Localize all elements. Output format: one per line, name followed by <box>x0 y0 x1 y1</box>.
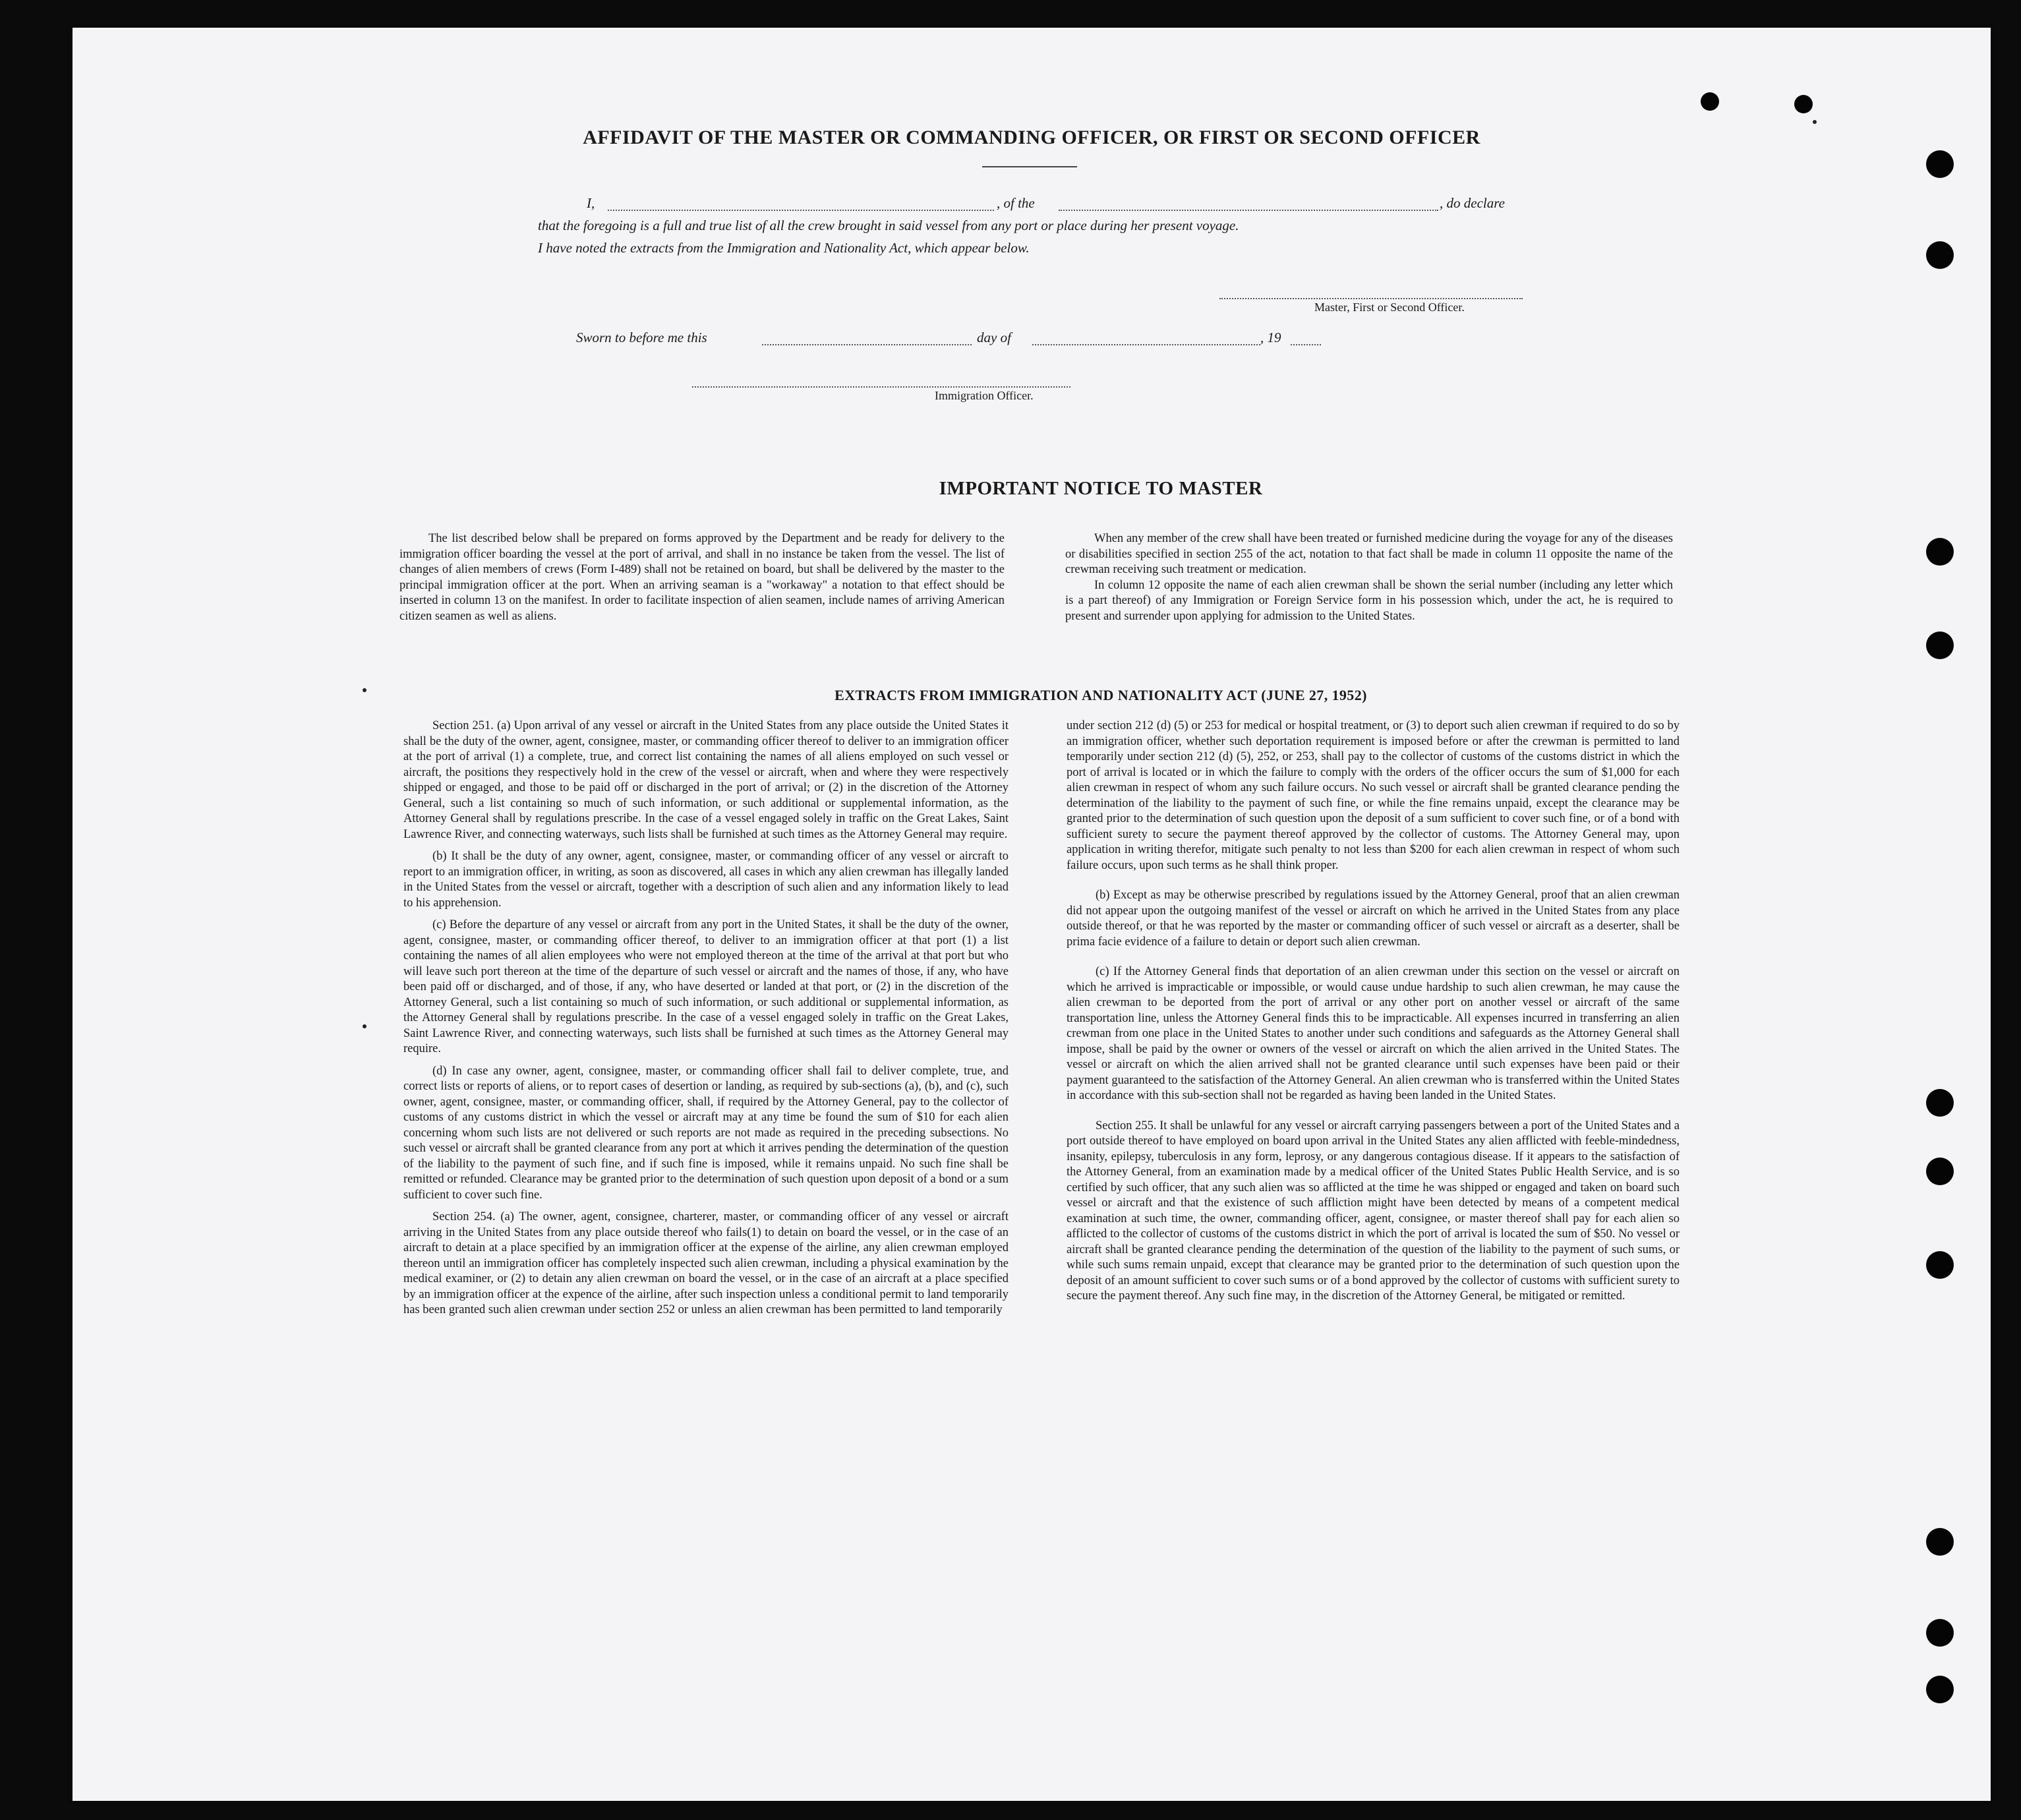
punch-hole <box>1701 92 1719 111</box>
notice-right-paragraph-2: In column 12 opposite the name of each alien crewman shall be shown the serial number (including any letter which is a part thereof) of any Immigration or Foreign Service form in his possession which, under the act, he is required to present and surrender upon applying for admission to the United States. <box>1065 578 1673 623</box>
punch-hole <box>1926 1089 1954 1117</box>
punch-hole <box>1926 241 1954 269</box>
document-page <box>73 28 1991 1801</box>
section-254-a-continued: under section 212 (d) (5) or 253 for medical or hospital treatment, or (3) to deport such alien crewman if required to do so by an immigration officer, whether such deportation requirement is imposed before or after the crewman is permitted to land temporarily under section 212 (d) (5), 252, or 253, shall pay to the collector of customs of the customs district in which the port of arrival is located or in which the failure to comply with the orders of the officer occurs the sum of $1,000 for each alien crewman in respect of whom any such failure occurs. No such vessel or aircraft shall be granted clearance pending the determination of the liability to the payment of such fine, or while the fine remains unpaid, except the clearance may be granted prior to the determination of such question upon the deposit of a sum sufficient to cover such fine, or of a bond with sufficient surety to secure the payment thereof approved by the collector of customs. The Attorney General may, upon application in writing therefor, mitigate such penalty to not less than $200 for each alien crewman in respect of whom such failure occurs, upon such terms as he shall think proper. <box>1067 719 1680 872</box>
section-254-c: (c) If the Attorney General finds that deportation of an alien crewman under this section on the vessel or aircraft on which he arrived is impracticable or impossible, or would cause undue hardship to such alien crewman, he may cause the alien crewman to be deported from the port of arrival or any other port on another vessel or aircraft of the same transportation line, unless the Attorney General finds this to be impracticable. All expenses incurred in transferring an alien crewman from one place in the United States to another under such conditions and safeguards as the Attorney General shall impose, shall be paid by the owner or owners of the vessel or aircraft on which the alien arrived in the United States. The vessel or aircraft on which the alien arrived shall not be granted clearance until such expenses have been paid or their payment guaranteed to the satisfaction of the Attorney General. An alien crewman who is transferred within the United States in accordance with this sub-section shall not be regarded as having been landed in the United States. <box>1067 965 1680 1102</box>
punch-hole <box>1926 1676 1954 1703</box>
punch-hole <box>1926 1528 1954 1556</box>
affidavit-line-2: that the foregoing is a full and true list of all the crew brought in said vessel from any port or place during her present voyage. <box>538 218 1239 233</box>
extracts-left-column <box>403 719 1009 1325</box>
month-blank <box>1032 344 1260 345</box>
year-blank <box>1291 344 1321 345</box>
title-rule <box>982 166 1077 167</box>
affidavit-of-the: , of the <box>997 195 1035 211</box>
master-signature-line <box>1219 298 1523 299</box>
notice-right-column <box>1065 531 1673 631</box>
name-blank <box>608 210 994 211</box>
officer-signature-line <box>692 386 1070 388</box>
affidavit-line-3: I have noted the extracts from the Immigration and Nationality Act, which appear below. <box>538 240 1030 256</box>
notice-left-column <box>399 531 1005 631</box>
speck <box>1813 120 1817 124</box>
notice-right-paragraph-1: When any member of the crew shall have been treated or furnished medicine during the voyage for any of the diseases or disabilities specified in section 255 of the act, notation to that fact shall be made in column 11 opposite the name of the crewman receiving such treatment or medication. <box>1065 532 1673 576</box>
section-251-b: (b) It shall be the duty of any owner, agent, consignee, master, or commanding officer of any vessel or aircraft to report to an immigration officer, in writing, as soon as discovered, all cases in which any alien crewman has illegally landed in the United States from the vessel or aircraft, together with a description of such alien and any information likely to lead to his apprehension. <box>403 850 1009 910</box>
punch-hole <box>1926 631 1954 659</box>
officer-label: Immigration Officer. <box>935 389 1034 402</box>
affidavit-i: I, <box>587 195 595 211</box>
punch-hole <box>1926 1619 1954 1647</box>
section-254-b: (b) Except as may be otherwise prescribed by regulations issued by the Attorney General, proof that an alien crewman did not appear upon the outgoing manifest of the vessel or aircraft on which he arrived in the United States from any place outside thereof, or that he was reported by the master or commanding officer of such vessel or aircraft as a deserter, shall be prima facie evidence of a failure to detain or deport such alien crewman. <box>1067 889 1680 949</box>
section-251-d: (d) In case any owner, agent, consignee, master, or commanding officer shall fail to deliver complete, true, and correct lists or reports of aliens, or to report cases of desertion or landing, as required by sub-sections (a), (b), and (c), such owner, agent, consignee, master, or commanding officer, shall, if required by the Attorney General, pay to the collector of customs of any customs district in which the vessel or aircraft may at any time be found the sum of $10 for each alien concerning whom such lists are not delivered or such reports are not made as required in the preceding subsections. No such vessel or aircraft shall be granted clearance from any port at which it arrives pending the determination of the question of the liability to the payment of such fine, and if such fine is imposed, while it remains unpaid. No such fine shall be remitted or refunded. Clearance may be granted prior to the determination of such question upon deposit of a bond or a sum sufficient to cover such fine. <box>403 1064 1009 1202</box>
punch-hole <box>1926 1158 1954 1185</box>
speck <box>363 1024 366 1028</box>
punch-hole <box>1926 1251 1954 1279</box>
sworn-label: Sworn to before me this <box>576 330 707 345</box>
master-label: Master, First or Second Officer. <box>1314 301 1465 314</box>
notice-left-paragraph: The list described below shall be prepared on forms approved by the Department and be ready for delivery to the immigration officer boarding the vessel at the port of arrival, and shall in no instance be taken from the vessel. The list of changes of alien members of crews (Form I-489) shall not be retained on board, but shall be delivered by the master to the principal immigration officer at the port. When an arriving seaman is a "workaway" a notation to that effect should be inserted in column 13 on the manifest. In order to facilitate inspection of alien seamen, include names of arriving American citizen seamen as well as aliens. <box>399 532 1005 623</box>
extracts-right-column <box>1067 719 1680 1311</box>
section-255: Section 255. It shall be unlawful for any vessel or aircraft carrying passengers between a port of the United States and a port outside thereof to have employed on board upon arrival in the United States any alien afflicted with feeble-mindedness, insanity, epilepsy, tuberculosis in any form, leprosy, or any dangerous contagious disease. If it appears to the satisfaction of the Attorney General, from an examination made by a medical officer of the United States Public Health Service, and is so certified by such officer, that any such alien was so afflicted at the time he was shipped or engaged and taken on board such vessel or aircraft and that the existence of such affliction might have been detected by means of a competent medical examination at such time, the owner, commanding officer, agent, consignee, or master thereof shall pay for each alien so afflicted to the collector of customs of the customs district in which the port of arrival is located the sum of $50. No vessel or aircraft shall be granted clearance pending the determination of the question of the liability to the payment of such sums, or while such sums remain unpaid, except that clearance may be granted prior to the determination of such question upon the deposit of an amount sufficient to cover such sums or of a bond approved by the collector of customs with sufficient surety to secure the payment thereof. Any such fine may, in the discretion of the Attorney General, be mitigated or remitted. <box>1067 1119 1680 1303</box>
punch-hole <box>1926 538 1954 566</box>
section-254-a: Section 254. (a) The owner, agent, consignee, charterer, master, or commanding officer of any vessel or aircraft arriving in the United States from any place outside thereof who fails(1) to detain on board the vessel, or in the case of an aircraft to detain at a place specified by an immigration officer at the expense of the airline, any alien crewman employed thereon until an immigration officer has completely inspected such alien crewman, including a physical examination by the medical examiner, or (2) to detain any alien crewman on board the vessel, or in the case of an aircraft at a place specified by an immigration officer at the expence of the airline, after such inspection unless a conditional permit to land temporarily has been granted such alien crewman under section 252 or unless an alien crewman has been permitted to land temporarily <box>403 1210 1009 1316</box>
year-prefix: , 19 <box>1260 330 1281 345</box>
affidavit-title: AFFIDAVIT OF THE MASTER OR COMMANDING OFFICER, OR FIRST OR SECOND OFFICER <box>583 127 1480 148</box>
day-of-label: day of <box>977 330 1011 345</box>
notice-title: IMPORTANT NOTICE TO MASTER <box>939 478 1263 499</box>
affidavit-do-declare: , do declare <box>1440 195 1505 211</box>
day-blank <box>762 344 972 345</box>
vessel-blank <box>1059 210 1438 211</box>
section-251-a: Section 251. (a) Upon arrival of any vessel or aircraft in the United States from any place outside the United States it shall be the duty of the owner, agent, consignee, master, or commanding officer thereof to deliver to an immigration officer at the port of arrival (1) a complete, true, and correct list containing the names of all aliens employed on such vessel or aircraft, the positions they respectively hold in the crew of the vessel or aircraft, when and where they were respectively shipped or engaged, and those to be paid off or discharged in the port of arrival; or (2) in the discretion of the Attorney General, such a list containing so much of such information, or such additional or supplemental information, as the Attorney General shall by regulations prescribe. In the case of a vessel engaged solely in traffic on the Great Lakes, Saint Lawrence River, and connecting waterways, such lists shall be furnished at such times as the Attorney General may require. <box>403 719 1009 841</box>
punch-hole <box>1794 95 1813 113</box>
extracts-title: EXTRACTS FROM IMMIGRATION AND NATIONALITY ACT (JUNE 27, 1952) <box>835 687 1367 703</box>
section-251-c: (c) Before the departure of any vessel or aircraft from any port in the United States, it shall be the duty of the owner, agent, consignee, master, or commanding officer thereof, to deliver to an immigration officer at that port (1) a list containing the names of all alien employees who were not employed thereon at the time of the arrival at that port but who will leave such port thereon at the time of the departure of such vessel or aircraft and the names of those, if any, who have been paid off or discharged, and of those, if any, who have deserted or landed at that port, or (2) in the discretion of the Attorney General, such a list containing so much of such information, or such additional or supplemental information, as the Attorney General shall by regulations prescribe. In the case of a vessel engaged solely in traffic on the Great Lakes, Saint Lawrence River, and connecting waterways, such lists shall be furnished at such times as the Attorney General may require. <box>403 918 1009 1055</box>
punch-hole <box>1926 150 1954 178</box>
